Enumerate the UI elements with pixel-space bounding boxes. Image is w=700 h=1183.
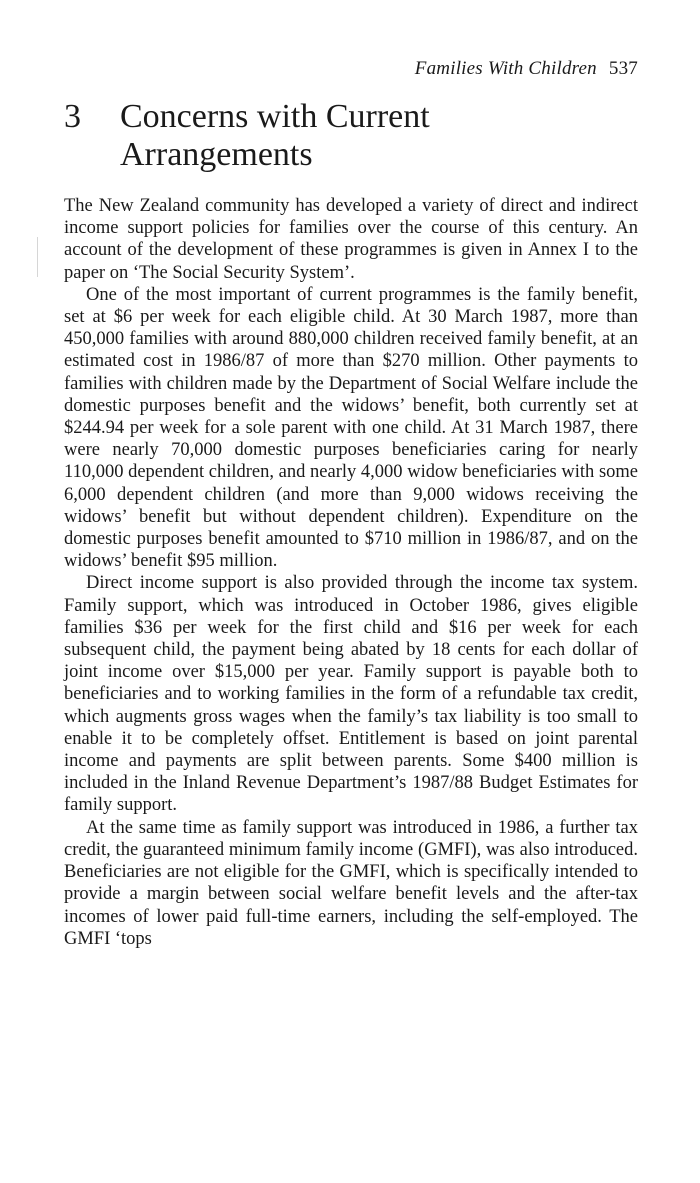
- paragraph: Direct income support is also provided through the income tax system. Family support, which was introduced in October 1986, gives eligible families $36 per week for the first child and $16 per week for each subsequent child, the payment being abated by 18 cents for each dollar of joint income over $15,000 per year. Family support is payable both to beneficiaries and to working families in the form of a refundable tax credit, which augments gross wages when the family’s tax liability is too small to enable it to be completely offset. Entitlement is based on joint parental income and payments are split between parents. Some $400 million is included in the Inland Revenue Department’s 1987/88 Budget Estimates for family support.: [64, 573, 638, 816]
- body-text: [64, 195, 638, 950]
- page-number: 537: [608, 58, 638, 79]
- paragraph: One of the most important of current programmes is the family benefit, set at $6 per week for each eligible child. At 30 March 1987, more than 450,000 families with around 880,000 children received family benefit, at an estimated cost in 1986/87 of more than $270 million. Other payments to families with children made by the Department of Social Welfare include the domestic purposes benefit and the widows’ benefit, both currently set at $244.94 per week for a sole parent with one child. At 31 March 1987, there were nearly 70,000 domestic purposes beneficiaries caring for nearly 110,000 dependent children, and nearly 4,000 widow beneficiaries with some 6,000 dependent children (and more than 9,000 widows receiving the widows’ benefit but without dependent children). Expenditure on the domestic purposes benefit amounted to $710 million in 1986/87, and on the widows’ benefit $95 million.: [64, 284, 638, 572]
- running-header: [415, 58, 638, 80]
- running-title: Families With Children: [414, 58, 597, 79]
- paragraph: The New Zealand community has developed a variety of direct and indirect income support policies for families over the course of this century. An account of the development of these programmes is given in Annex I to the paper on ‘The Social Security System’.: [64, 196, 638, 283]
- margin-mark: [37, 237, 38, 277]
- paragraph: At the same time as family support was introduced in 1986, a further tax credit, the guaranteed minimum family income (GMFI), was also introduced. Beneficiaries are not eligible for the GMFI, which is specifically intended to provide a margin between social welfare benefit levels and the after-tax incomes of lower paid full-time earners, including the self-employed. The GMFI ‘tops: [64, 817, 638, 949]
- section-number: 3: [64, 98, 81, 135]
- section-title: Concerns with Current Arrangements: [120, 98, 430, 173]
